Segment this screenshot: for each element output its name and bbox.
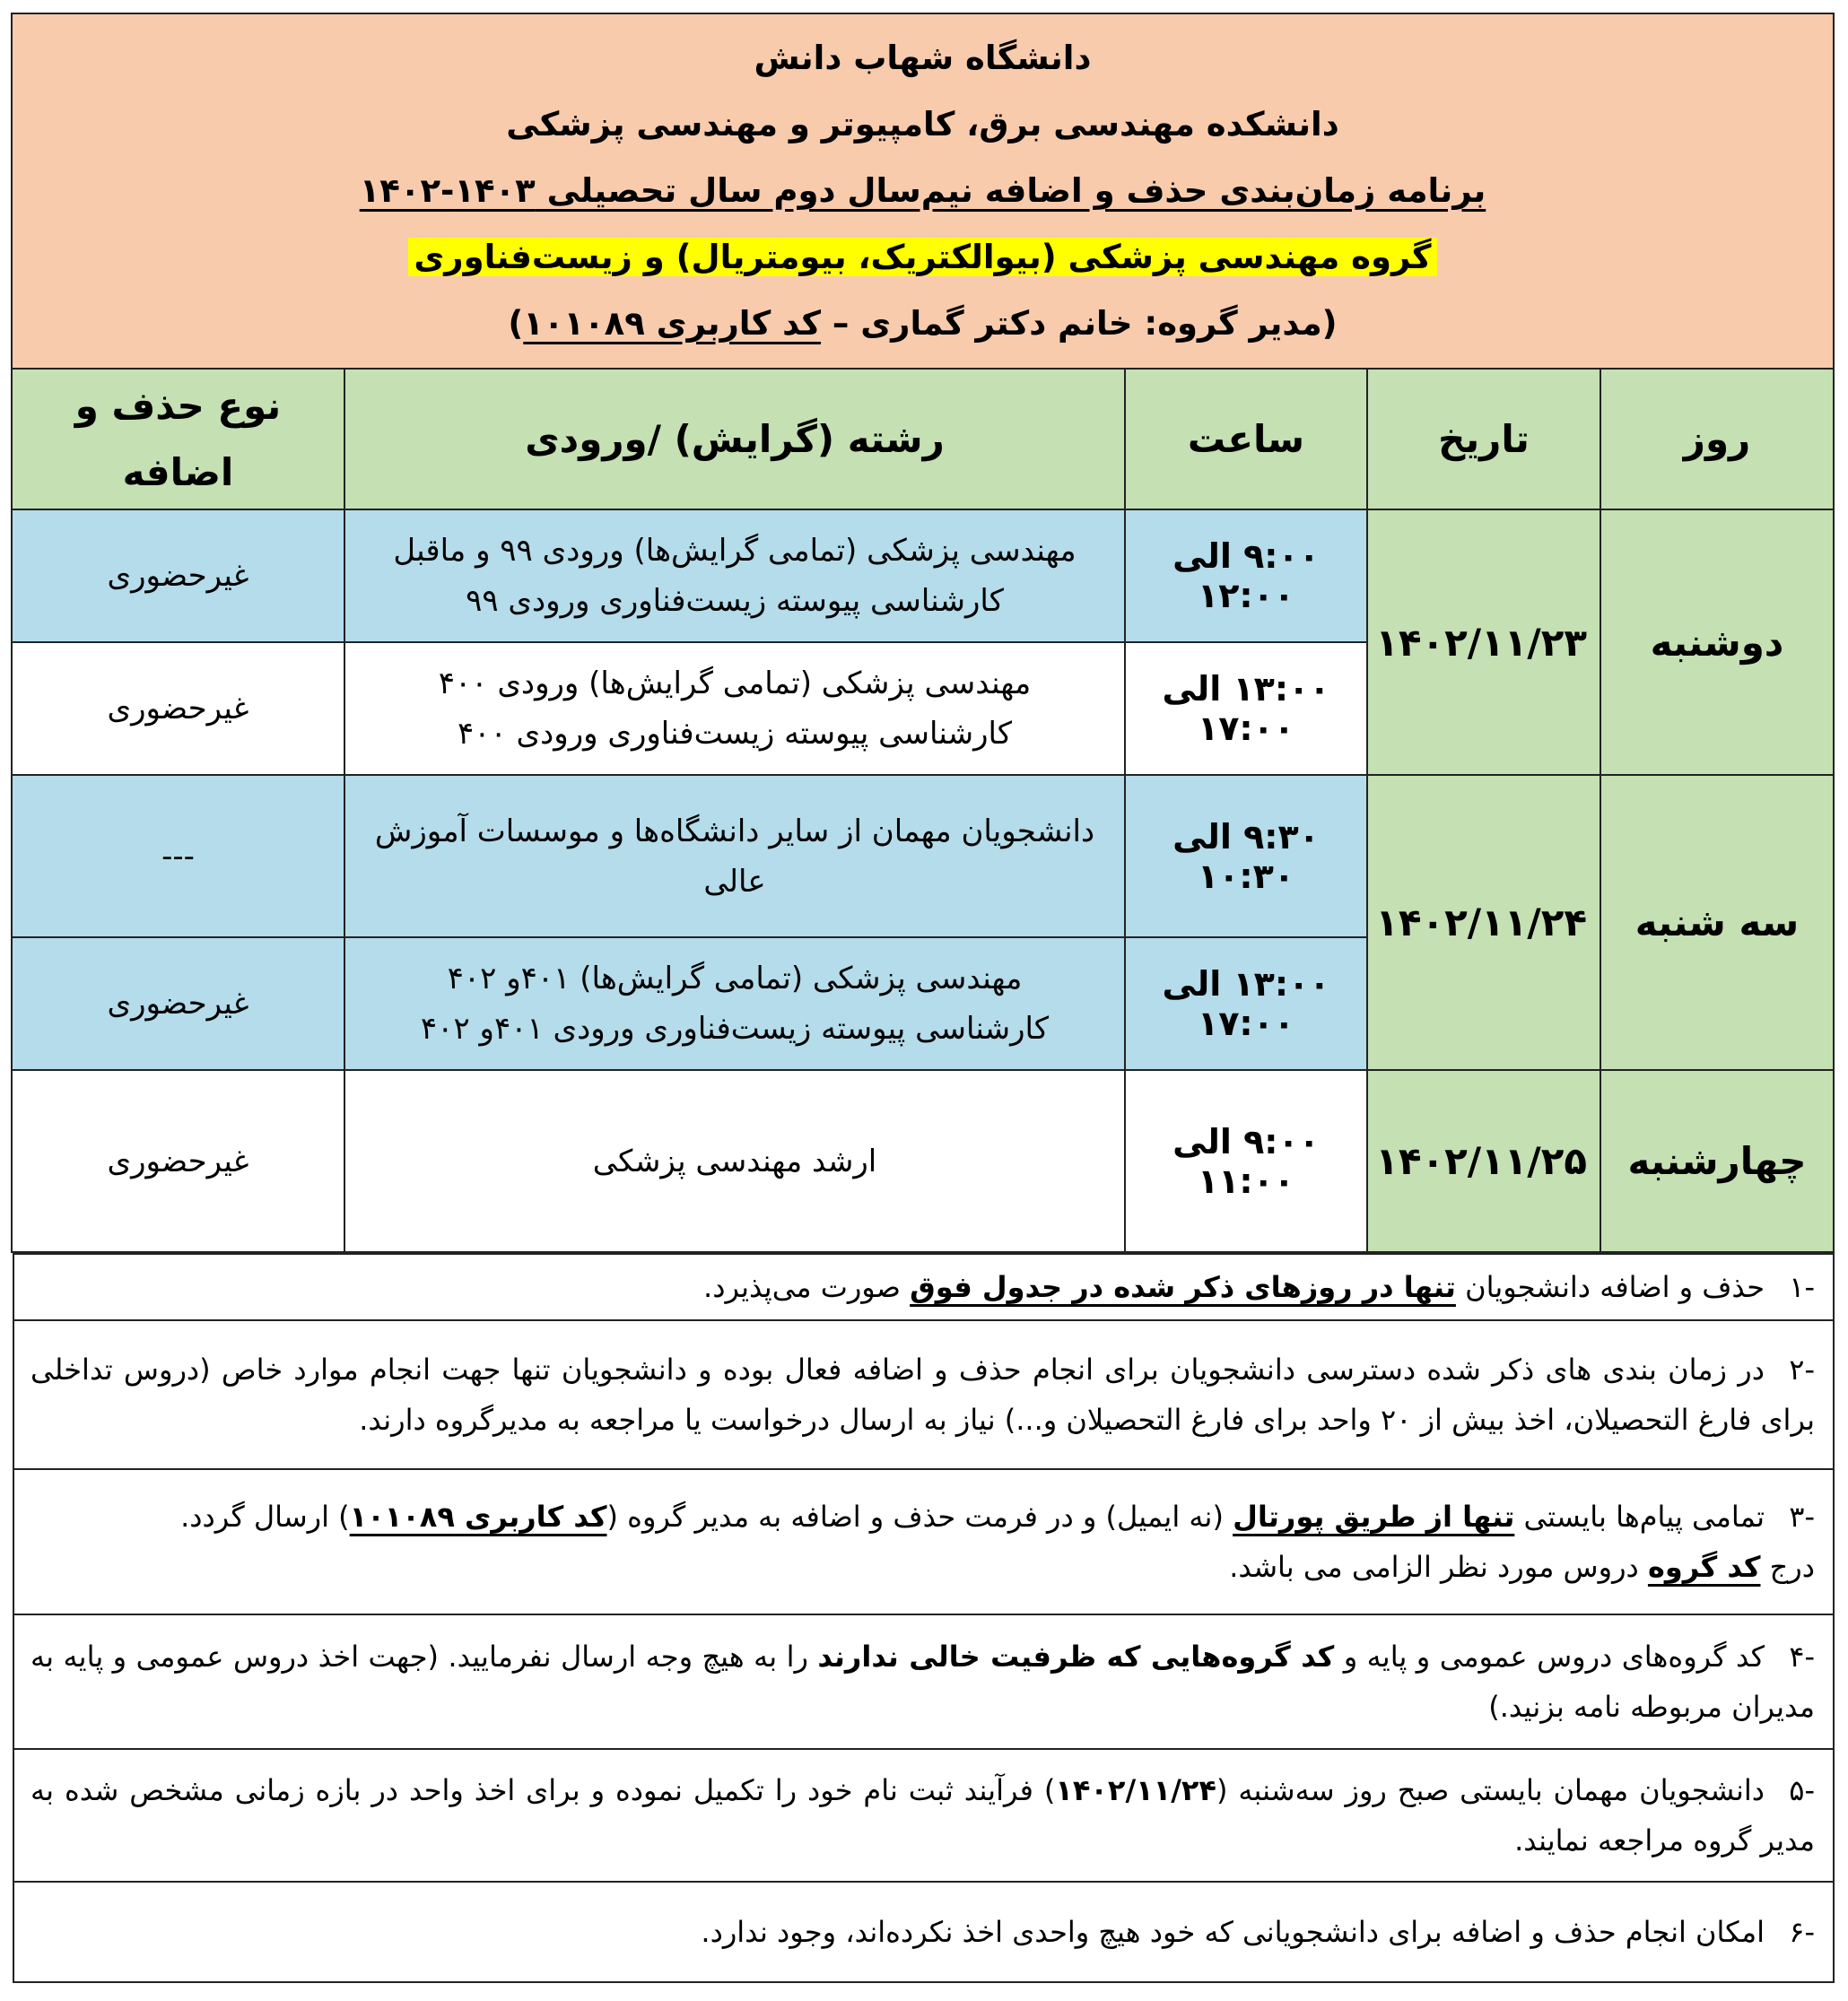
schedule-title: برنامه زمان‌بندی حذف و اضافه نیم‌سال دوم سال تحصیلی ۱۴۰۳-۱۴۰۲ bbox=[359, 171, 1486, 210]
program-cell: مهندسی پزشکی (تمامی گرایش‌ها) ورودی ۴۰۰ کارشناسی پیوسته زیست‌فناوری ورودی ۴۰۰ bbox=[344, 642, 1125, 775]
note-number: -۲ bbox=[1789, 1353, 1815, 1387]
col-type: نوع حذف و اضافه bbox=[12, 369, 344, 509]
time-cell: ۹:۰۰ الی ۱۱:۰۰ bbox=[1125, 1070, 1367, 1252]
day-cell: سه شنبه bbox=[1600, 775, 1834, 1070]
department-name: گروه مهندسی پزشکی (بیوالکتریک، بیومتریال) و زیست‌فناوری bbox=[408, 238, 1436, 276]
col-program: رشته (گرایش) /ورودی bbox=[344, 369, 1125, 509]
head-user-code: کد کاربری ۱۰۱۰۸۹ bbox=[523, 304, 821, 343]
note-row: -۱حذف و اضافه دانشجویان تنها در روزهای ذکر شده در جدول فوق صورت می‌پذیرد. bbox=[13, 1254, 1834, 1320]
note-row: -۲در زمان بندی های ذکر شده دسترسی دانشجویان برای انجام حذف و اضافه فعال بوده و دانشجویان تنها جهت انجام موارد خاص (دروس تداخلی برای فارغ التحصیلان، اخذ بیش از ۲۰ واحد برای فارغ التحصیلان و...) نیاز به ارسال درخواست یا مراجعه به مدیرگروه دارند. bbox=[13, 1320, 1834, 1469]
col-day: روز bbox=[1600, 369, 1834, 509]
program-cell: مهندسی پزشکی (تمامی گرایش‌ها) ورودی ۹۹ و ماقبل کارشناسی پیوسته زیست‌فناوری ورودی ۹۹ bbox=[344, 509, 1125, 642]
table-row bbox=[12, 1070, 1834, 1252]
notes-table bbox=[13, 1253, 1835, 1983]
col-date: تاریخ bbox=[1367, 369, 1600, 509]
time-cell: ۹:۰۰ الی ۱۲:۰۰ bbox=[1125, 509, 1367, 642]
time-cell: ۱۳:۰۰ الی ۱۷:۰۰ bbox=[1125, 937, 1367, 1070]
department-head: (مدیر گروه: خانم دکتر گماری – کد کاربری ۱۰۱۰۸۹) bbox=[508, 304, 1338, 343]
schedule-table bbox=[11, 13, 1835, 1253]
type-cell: --- bbox=[12, 775, 344, 937]
table-row bbox=[12, 775, 1834, 937]
date-cell: ۱۴۰۲/۱۱/۲۵ bbox=[1367, 1070, 1600, 1252]
type-cell: غیرحضوری bbox=[12, 642, 344, 775]
table-row bbox=[12, 509, 1834, 642]
program-cell: مهندسی پزشکی (تمامی گرایش‌ها) ۴۰۱و ۴۰۲ کارشناسی پیوسته زیست‌فناوری ورودی ۴۰۱و ۴۰۲ bbox=[344, 937, 1125, 1070]
document-header bbox=[12, 13, 1834, 369]
schedule-document bbox=[13, 13, 1835, 1983]
note-row: -۶امکان انجام حذف و اضافه برای دانشجویانی که خود هیچ واحدی اخذ نکرده‌اند، وجود ندارد. bbox=[13, 1882, 1834, 1982]
type-cell: غیرحضوری bbox=[12, 509, 344, 642]
program-cell: دانشجویان مهمان از سایر دانشگاه‌ها و موسسات آموزش عالی bbox=[344, 775, 1125, 937]
date-cell: ۱۴۰۲/۱۱/۲۳ bbox=[1367, 509, 1600, 775]
program-cell: ارشد مهندسی پزشکی bbox=[344, 1070, 1125, 1252]
type-cell: غیرحضوری bbox=[12, 1070, 344, 1252]
day-cell: چهارشنبه bbox=[1600, 1070, 1834, 1252]
faculty-name: دانشکده مهندسی برق، کامپیوتر و مهندسی پزشکی bbox=[506, 105, 1339, 144]
note-number: -۴ bbox=[1789, 1640, 1816, 1674]
day-cell: دوشنبه bbox=[1600, 509, 1834, 775]
note-number: -۶ bbox=[1789, 1915, 1815, 1949]
note-number: -۱ bbox=[1789, 1270, 1815, 1304]
col-time: ساعت bbox=[1125, 369, 1367, 509]
column-header-row bbox=[12, 369, 1834, 509]
university-name: دانشگاه شهاب دانش bbox=[754, 39, 1092, 77]
note-number: -۳ bbox=[1789, 1500, 1815, 1534]
note-row: -۵دانشجویان مهمان بایستی صبح روز سه‌شنبه (۱۴۰۲/۱۱/۲۴) فرآیند ثبت نام خود را تکمیل نموده و برای اخذ واحد در بازه زمانی مشخص شده به مدیر گروه مراجعه نمایند. bbox=[13, 1749, 1834, 1882]
time-cell: ۹:۳۰ الی ۱۰:۳۰ bbox=[1125, 775, 1367, 937]
type-cell: غیرحضوری bbox=[12, 937, 344, 1070]
date-cell: ۱۴۰۲/۱۱/۲۴ bbox=[1367, 775, 1600, 1070]
note-row: -۳تمامی پیام‌ها بایستی تنها از طریق پورتال (نه ایمیل) و در فرمت حذف و اضافه به مدیر گروه (کد کاربری ۱۰۱۰۸۹) ارسال گردد. درج کد گروه دروس مورد نظر الزامی می باشد. bbox=[13, 1469, 1834, 1614]
time-cell: ۱۳:۰۰ الی ۱۷:۰۰ bbox=[1125, 642, 1367, 775]
note-number: -۵ bbox=[1789, 1773, 1816, 1807]
note-row: -۴کد گروه‌های دروس عمومی و پایه و کد گروه‌هایی که ظرفیت خالی ندارند را به هیچ وجه ارسال نفرمایید. (جهت اخذ دروس عمومی و پایه به مدیران مربوطه نامه بزنید.) bbox=[13, 1614, 1834, 1749]
